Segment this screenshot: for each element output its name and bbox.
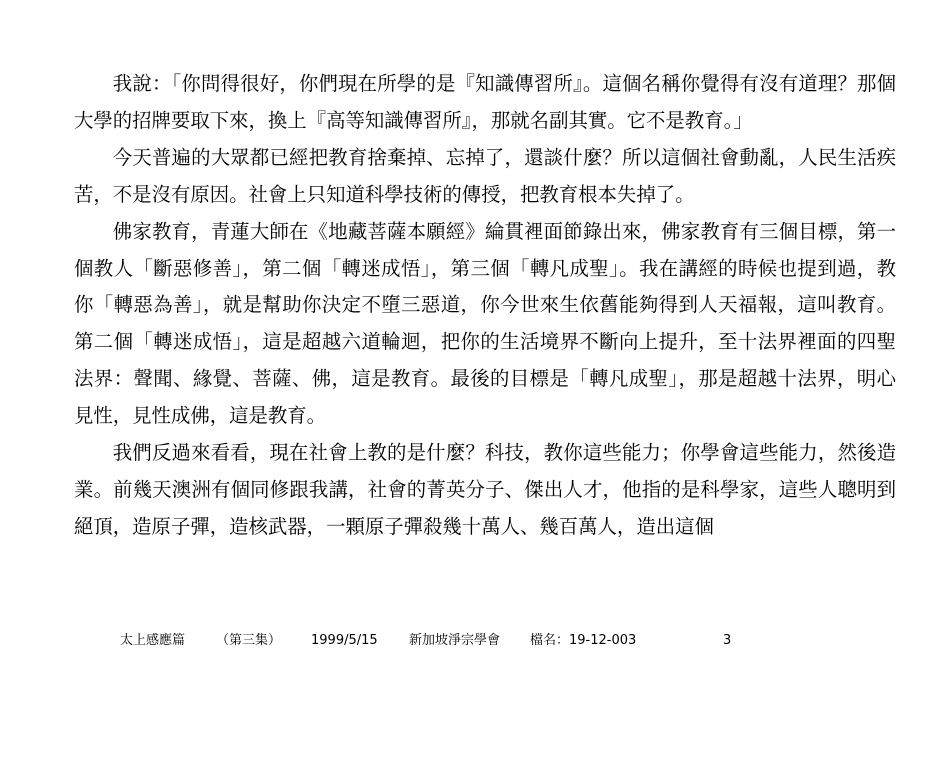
footer-file-name: 檔名：19-12-003 — [530, 633, 637, 648]
paragraph-1: 我說：「你問得很好，你們現在所學的是『知識傳習所』。這個名稱你覺得有沒有道理？那個大學的招牌要取下來，換上『高等知識傳習所』，那就名副其實。它不是教育。」 — [74, 72, 896, 132]
paragraph-3: 佛家教育，青蓮大師在《地藏菩薩本願經》綸貫裡面節錄出來，佛家教育有三個目標，第一個教人「斷惡修善」，第二個「轉迷成悟」，第三個「轉凡成聖」。我在講經的時候也提到過，教你「轉惡為善」，就是幫助你決定不墮三惡道，你今世來生依舊能夠得到人天福報，這叫教育。第二個「轉迷成悟」，這是超越六道輪迴，把你的生活境界不斷向上提升，至十法界裡面的四聖法界：聲聞、緣覺、菩薩、佛，這是教育。最後的目標是「轉凡成聖」，那是超越十法界，明心見性，見性成佛，這是教育。 — [74, 219, 896, 428]
footer-title: 太上感應篇 — [120, 633, 186, 648]
paragraph-2: 今天普遍的大眾都已經把教育捨棄掉、忘掉了，還談什麼？所以這個社會動亂，人民生活疾苦，不是沒有原因。社會上只知道科學技術的傳授，把教育根本失掉了。 — [74, 145, 896, 206]
footer-organization: 新加坡淨宗學會 — [409, 633, 501, 648]
footer-date: 1999/5/15 — [311, 633, 378, 648]
footer-page-number: 3 — [723, 633, 732, 648]
page-footer — [120, 632, 732, 776]
document-body — [74, 66, 896, 546]
paragraph-4: 我們反過來看看，現在社會上教的是什麼？科技，教你這些能力；你學會這些能力，然後造業。前幾天澳洲有個同修跟我講，社會的菁英分子、傑出人才，他指的是科學家，這些人聰明到絕頂，造原子彈，造核武器，一顆原子彈殺幾十萬人、幾百萬人，造出這個 — [74, 441, 896, 538]
footer-episode: （第三集） — [216, 633, 282, 648]
